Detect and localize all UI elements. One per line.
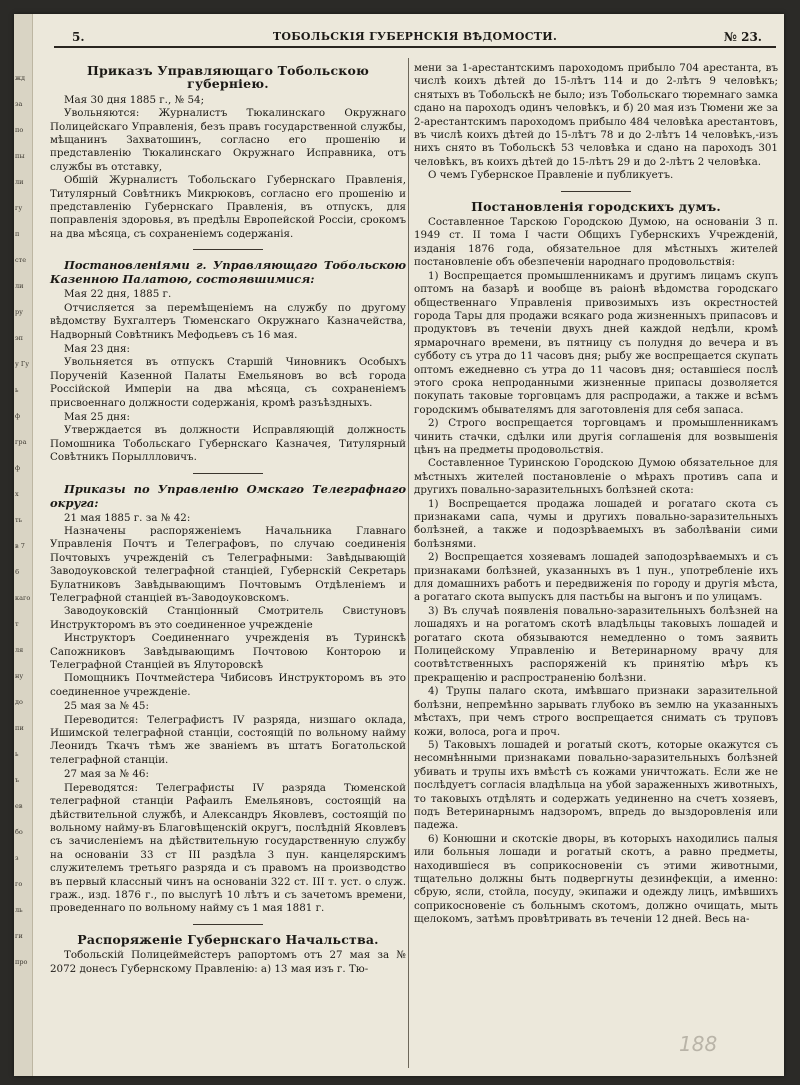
section-title: Постановленіями г. Управляющаго Тобольскою Казенною Палатою, состоявшимися: [50,258,406,287]
paragraph: мени за 1-арестантскимъ пароходомъ прибыло 704 арестанта, въ числѣ коихъ дѣтей до 15-лѣтъ 114 и до 2-лѣтъ 9 человѣкъ; снятыхъ въ Тобольскѣ не было; изъ Тобольскаго тюремнаго замка сдано на пароходъ одинъ человѣкъ, и б) 20 мая изъ Тюмени же за 2-арестантскимъ пароходомъ прибыло 484 человѣка арестантовъ, въ числѣ коихъ дѣтей до 15-лѣтъ 78 и до 2-лѣтъ 14 человѣкъ,-изъ нихъ снято въ Тобольскѣ 53 человѣка и сдано на пароходъ 301 человѣкъ, въ коихъ дѣтей до 15-лѣтъ 29 и до 2-лѣтъ 2 человѣка. [414,62,778,168]
right-column [414,62,778,927]
gutter-fragment: ну [15,672,24,680]
section-divider [193,249,263,250]
gutter-fragment: го [15,880,23,888]
paragraph: Назначены распоряженіемъ Начальника Главнаго Управленія Почтъ и Телеграфовъ, по случаю соединенія Почтовыхъ учрежденій съ Телеграфными: Завѣдывающій Заводоуковской телеграфной станціей, Губернскій Секретарь Булатниковъ Завѣдывающимъ Почтовымъ Отдѣленіемъ и Телеграфной станціей въ-Заводоуковскомъ. [50,524,406,604]
paragraph: 2) Строго воспрещается торговцамъ и промышленникамъ чинить стачки, сдѣлки или другія соглашенія для возвышенія цѣнъ на предметы продовольствія. [414,417,778,456]
gutter-fragment: пы [15,152,25,160]
paragraph: Отчисляется за перемѣщеніемъ на службу по другому вѣдомству Бухгалтеръ Тюменскаго Окружнаго Казначейства, Надворный Совѣтникъ Мефодьевъ съ 16 мая. [50,301,406,341]
gutter-fragment: гра [15,438,27,446]
gutter-fragment: у Гу [15,360,30,368]
paragraph: Мая 23 дня: [64,342,130,355]
paragraph: 27 мая за № 46: [64,768,149,781]
gutter-fragment: з [15,854,19,862]
paragraph: Инструкторъ Соединеннаго учрежденія въ Туринскѣ Сапожниковъ Завѣдывающимъ Почтовою Конторою и Телеграфной Станціей въ Ялуторовскѣ [50,632,406,672]
issue-number: № 23. [723,30,762,44]
paragraph: 21 мая 1885 г. за № 42: [64,511,191,524]
gutter-fragment: ги [15,932,23,940]
newspaper-title: ТОБОЛЬСКІЯ ГУБЕРНСКІЯ ВѢДОМОСТИ. [272,30,558,43]
gutter-fragment: 6 [15,568,20,576]
paragraph: Обшій Журналистъ Тобольскаго Губернскаго Правленія, Титулярный Совѣтникъ Микрюковъ, согласно его прошенію и представленію Губернскаго Правленія, въ отпускъ, для поправленія здоровья, въ предѣлы Европейской Россіи, срокомъ на два мѣсяца, съ сохраненіемъ содержанія. [50,174,406,240]
paragraph: Мая 30 дня 1885 г., № 54; [64,93,205,106]
gutter-fragment: за [15,100,23,108]
left-column [50,60,406,976]
gutter-fragment: ф [15,464,21,472]
paragraph: Переводится: Телеграфистъ IV разряда, низшаго оклада, Ишимской телеграфной станціи, состоящій по вольному найму Леонидъ Ткачъ тѣмъ же званіемъ въ штатъ Богатольской телеграфной станціи. [50,713,406,766]
gutter-fragment: ть [15,516,23,524]
section-title: Приказъ Управляющаго Тобольскою губерніею. [86,63,370,92]
paragraph: 2) Воспрещается хозяевамъ лошадей заподозрѣваемыхъ и съ признаками болѣзней, указанныхъ въ 1 пун., употребленіе ихъ для домашнихъ работъ и передвиженія по городу и другія мѣста, а рогатаго скота выпускъ для пастьбы на выгонъ и по улицамъ. [414,551,778,604]
paragraph: 1) Воспрещается продажа лошадей и рогатаго скота съ признаками сапа, чумы и другихъ повально-заразительныхъ болѣзней, а также и подозрѣваемыхъ въ заболѣваніи сими болѣзнями. [414,497,778,550]
paragraph: Заводоуковскій Станціонный Смотритель Свистуновъ Инструкторомъ въ это соединенное учрежденіе [50,605,406,631]
paragraph: Увольняются: Журналистъ Тюкалинскаго Окружнаго Полицейскаго Управленія, безъ правъ государственной службы, мѣщанинъ Захватошинъ, согласно его прошенію и представленію Тюкалинскаго Окружнаго Исправника, отъ службы въ отставку, [50,107,406,173]
paragraph: О чемъ Губернское Правленіе и публикуетъ. [428,169,674,182]
gutter-fragment: в 7 [15,542,25,550]
gutter-fragment: жд [15,74,25,82]
page-header [54,24,776,48]
column-divider [408,58,409,1068]
gutter-fragment: ъ [15,776,20,784]
newspaper-page [14,14,784,1076]
gutter-fragment: ев [15,802,23,810]
paragraph: Мая 25 дня: [64,410,130,423]
section-divider [561,191,631,192]
gutter-fragment: ь [15,750,19,758]
paragraph: 3) Въ случаѣ появленія повально-заразительныхъ болѣзней на лошадяхъ и на рогатомъ скотѣ владѣльцы таковыхъ лошадей и рогатаго скота обязываются немедленно о томъ заявить Полицейскому Управленію и Ветеринарному врачу для соотвѣтственныхъ распоряженій къ принятію мѣръ къ прекращенію и распространенію болѣзни. [414,604,778,684]
section-divider [193,924,263,925]
gutter-fragment: т [15,620,19,628]
gutter-fragment: по [15,126,24,134]
paragraph: 6) Конюшни и скотскіе дворы, въ которыхъ находились палыя или больныя лошади и рогатый скотъ, а равно предметы, находившіеся въ соприкосновеніи съ этими животными, тщательно должны быть подвергнуты дезинфекціи, а именно: сбрую, ясли, стойла, посуду, экипажи и одежду лицъ, имѣвшихъ соприкосновеніе съ больнымъ скотомъ, должно очищать, мыть щелокомъ, затѣмъ провѣтривать въ теченіи 12 дней. Весь на- [414,832,778,926]
gutter-fragment: ь [15,386,19,394]
section-divider [193,473,263,474]
paragraph: Переводятся: Телеграфисты IV разряда Тюменской телеграфной станціи Рафаилъ Емельяновъ, состоящій на дѣйствительной службѣ, и Александръ Яковлевъ, состоящій по вольному найму-въ Благовѣщенскій округъ, послѣдній Яковлевъ съ зачисленіемъ на дѣйствительную государственную службу на основаніи 33 ст III раздѣла 3 пун. канцелярскимъ служителемъ третьяго разряда и съ правомъ на производство въ первый классный чинъ на основаніи 322 ст. III т. уст. о служ. граж., изд. 1876 г., по выслугѣ 10 лѣтъ и съ зачетомъ времени, проведеннаго по вольному найму съ 1 мая 1881 г. [50,781,406,915]
paragraph: Утверждается въ должности Исправляющій должность Помошника Тобольскаго Губернскаго Казначея, Титулярный Совѣтникъ Порыллловичъ. [50,424,406,464]
paragraph: 1) Воспрещается промышленникамъ и другимъ лицамъ скупъ оптомъ на базарѣ и вообще въ раіонѣ вѣдомства городскаго общественнаго Управленія привозимыхъ изъ окрестностей города Тары для продажи всякаго рода жизненныхъ припасовъ и продуктовъ въ теченіи двухъ дней каждой недѣли, кромѣ ярмарочнаго времени, въ пятницу съ полудня до вечера и въ субботу съ утра до 11 часовъ дня; рыбу же воспрещается скупать оптомъ ежедневно съ утра до 11 часовъ дня; оставшіеся послѣ этого срока непроданными жизненные припасы дозволяется покупать таковые торговцамъ для распродажи, а также и всѣмъ городскимъ обывателямъ для заготовленія для себя запаса. [414,269,778,416]
gutter-fragment: сте [15,256,27,264]
gutter-fragment: про [15,958,28,966]
paragraph: Увольняется въ отпускъ Старшій Чиновникъ Особыхъ Порученій Казенной Палаты Емельяновъ во всѣ города Россійской Имперіи на два мѣсяца, съ сохраненіемъ присвоеннаго должности содержанія, кромѣ разъѣздныхъ. [50,356,406,409]
gutter-fragment: ля [15,646,24,654]
gutter-fragment: ли [15,282,24,290]
section-title: Приказы по Управленію Омскаго Телеграфнаго округа: [50,481,406,510]
paragraph: 4) Трупы палаго скота, имѣвшаго признаки заразительной болѣзни, непремѣнно зарывать глубоко въ землю на указанныхъ мѣстахъ, при чемъ строго воспрещается снимать съ труповъ кожи, волоса, рога и проч. [414,685,778,738]
section-title: Постановленія городскихъ думъ. [471,198,721,214]
section-title: Распоряженіе Губернскаго Начальства. [77,931,379,947]
gutter-fragment: ли [15,178,24,186]
paragraph: 25 мая за № 45: [64,700,149,713]
gutter-fragment: бо [15,828,23,836]
gutter-fragment: х [15,490,19,498]
paragraph: Составленное Туринскою Городскою Думою обязательное для мѣстныхъ жителей постановленіе о мѣрахъ противъ сапа и другихъ повально-заразительныхъ болѣзней скота: [414,457,778,497]
paragraph: Тобольскій Полицеймейстеръ рапортомъ отъ 27 мая за № 2072 донесъ Губернскому Правленію: а) 13 мая изъ г. Тю- [50,949,406,975]
gutter-fragment: ль [15,906,23,914]
gutter-fragment: ф [15,412,21,420]
gutter-fragment: каго [15,594,31,602]
paragraph: Мая 22 дня, 1885 г. [64,288,172,301]
paragraph: Помощникъ Почтмейстера Чибисовъ Инструкторомъ въ это соединенное учрежденіе. [50,672,406,698]
pencil-page-mark: 188 [679,1032,718,1056]
adjacent-page-gutter [14,14,33,1076]
gutter-fragment: пи [15,724,24,732]
gutter-fragment: до [15,698,23,706]
gutter-fragment: ру [15,308,23,316]
gutter-fragment: п [15,230,20,238]
gutter-fragment: гу [15,204,23,212]
gutter-fragment: эп [15,334,23,342]
paragraph: 5) Таковыхъ лошадей и рогатый скотъ, которые окажутся съ несомнѣнными признаками повально-заразительныхъ болѣзней убивать и трупы ихъ вмѣстѣ съ кожами уничтожать. Если же не послѣдуетъ согласія владѣльца на убой зараженныхъ животныхъ, то таковыхъ отдѣлять и содержать уединенно на счетъ хозяевъ, подъ Ветеринарнымъ надзоромъ, впредь до выздоровленія или падежа. [414,738,778,832]
page-number: 5. [72,30,85,44]
paragraph: Составленное Тарскою Городскою Думою, на основаніи 3 п. 1949 ст. II тома I части Общихъ Губернскихъ Учрежденій, изданія 1876 года, обязательное для мѣстныхъ жителей постановленіе объ обезпеченіи народнаго продовольствія: [414,216,778,269]
